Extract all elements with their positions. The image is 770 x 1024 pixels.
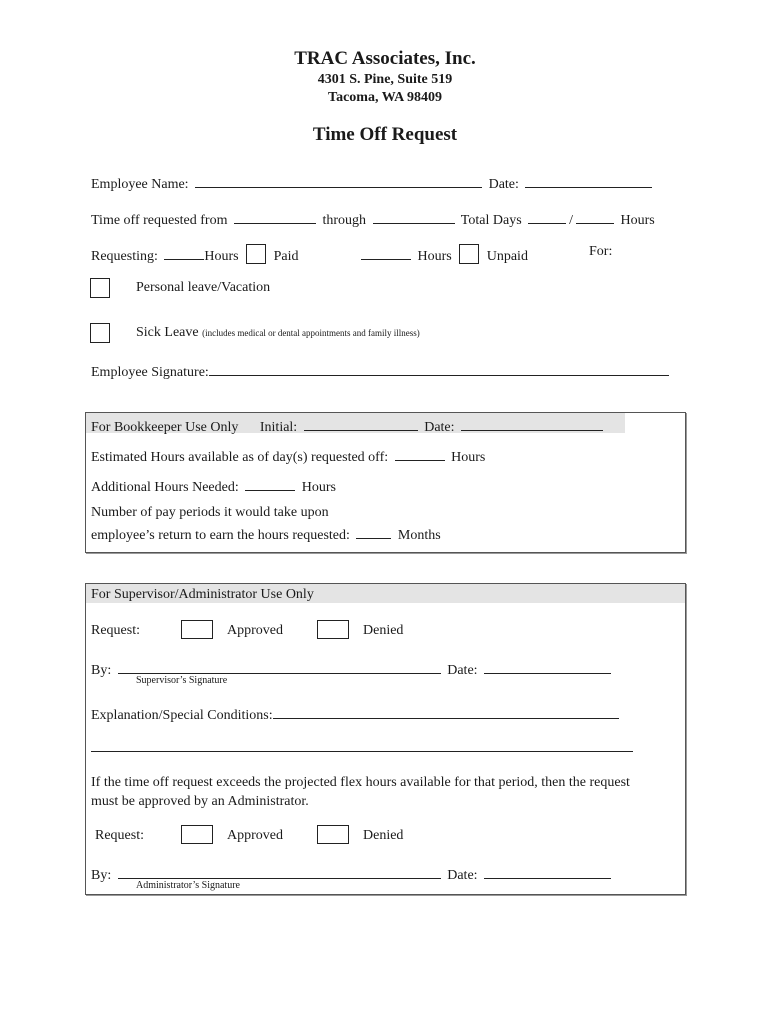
total-hours-label: Hours — [620, 213, 655, 228]
address-line-2: Tacoma, WA 98409 — [328, 90, 442, 105]
sick-leave-row — [136, 325, 420, 341]
employee-signature-field[interactable] — [209, 361, 669, 376]
estimated-hours-label: Estimated Hours available as of day(s) requested off: — [91, 450, 389, 465]
date-field[interactable] — [525, 173, 652, 188]
by-2-label: By: — [91, 868, 112, 883]
paid-checkbox[interactable] — [246, 244, 266, 264]
unpaid-checkbox[interactable] — [459, 244, 479, 264]
slash-separator: / — [569, 213, 574, 228]
estimated-hours-row — [91, 446, 485, 466]
bookkeeper-date-label: Date: — [424, 420, 455, 435]
supervisor-signature-field[interactable] — [118, 659, 441, 674]
pay-periods-field[interactable] — [356, 524, 391, 539]
requesting-label: Requesting: — [91, 249, 158, 264]
for-label: For: — [589, 244, 613, 259]
requesting-row — [91, 244, 299, 265]
bookkeeper-header — [91, 416, 606, 436]
total-days-field[interactable] — [528, 209, 566, 224]
estimated-hours-field[interactable] — [395, 446, 445, 461]
paid-hours-field[interactable] — [164, 245, 204, 260]
personal-leave-label: Personal leave/Vacation — [136, 280, 271, 295]
total-hours-field[interactable] — [576, 209, 614, 224]
form-title: Time Off Request — [312, 124, 458, 145]
explanation-field-1[interactable] — [273, 704, 619, 719]
sick-leave-checkbox[interactable] — [90, 323, 110, 343]
admin-signature-field[interactable] — [118, 864, 441, 879]
denied-checkbox[interactable] — [317, 620, 349, 639]
total-days-label: Total Days — [460, 213, 522, 228]
employee-signature-row — [91, 361, 672, 381]
initial-field[interactable] — [304, 416, 418, 431]
sick-leave-note: (includes medical or dental appointments and family illness) — [202, 328, 420, 338]
address-line-1: 4301 S. Pine, Suite 519 — [317, 72, 453, 87]
additional-hours-row — [91, 476, 336, 496]
explanation-label: Explanation/Special Conditions: — [91, 708, 273, 723]
unpaid-hours-field[interactable] — [361, 245, 411, 260]
initial-label: Initial: — [259, 420, 298, 435]
pay-periods-line-1: Number of pay periods it would take upon — [91, 505, 329, 520]
pay-periods-unit: Months — [397, 528, 441, 543]
request-2-label: Request: — [95, 828, 144, 843]
employee-name-field[interactable] — [195, 173, 482, 188]
by-label: By: — [91, 663, 112, 678]
unpaid-group — [361, 244, 528, 265]
approved-label: Approved — [227, 623, 283, 638]
supervisor-signature-caption: Supervisor’s Signature — [136, 675, 228, 686]
from-date-field[interactable] — [234, 209, 316, 224]
request-label: Request: — [91, 623, 140, 638]
admin-date-label: Date: — [447, 868, 478, 883]
denied-2-checkbox[interactable] — [317, 825, 349, 844]
approved-2-label: Approved — [227, 828, 283, 843]
through-label: through — [322, 213, 367, 228]
flex-note-line-2: must be approved by an Administrator. — [91, 794, 309, 809]
personal-leave-checkbox[interactable] — [90, 278, 110, 298]
pay-periods-line-2: employee’s return to earn the hours requested: — [91, 528, 350, 543]
explanation-field-2[interactable] — [91, 737, 633, 752]
admin-date-field[interactable] — [484, 864, 611, 879]
denied-2-label: Denied — [363, 828, 404, 843]
supervisor-date-field[interactable] — [484, 659, 611, 674]
flex-note-line-1: If the time off request exceeds the projected flex hours available for that period, then the request — [91, 775, 630, 790]
approved-2-checkbox[interactable] — [181, 825, 213, 844]
estimated-hours-unit: Hours — [451, 450, 486, 465]
unpaid-hours-label: Hours — [417, 249, 452, 264]
approved-checkbox[interactable] — [181, 620, 213, 639]
time-off-row — [91, 209, 655, 229]
through-date-field[interactable] — [373, 209, 455, 224]
supervisor-date-label: Date: — [447, 663, 478, 678]
explanation-row — [91, 704, 622, 724]
supervisor-panel — [85, 583, 686, 895]
supervisor-heading: For Supervisor/Administrator Use Only — [91, 587, 314, 602]
employee-name-label: Employee Name: — [91, 177, 189, 192]
employee-signature-label: Employee Signature: — [91, 365, 209, 380]
denied-label: Denied — [363, 623, 404, 638]
date-label: Date: — [488, 177, 519, 192]
additional-hours-unit: Hours — [301, 480, 336, 495]
company-name: TRAC Associates, Inc. — [294, 48, 476, 69]
additional-hours-field[interactable] — [245, 476, 295, 491]
paid-hours-label: Hours — [204, 249, 239, 264]
additional-hours-label: Additional Hours Needed: — [91, 480, 239, 495]
unpaid-label: Unpaid — [486, 249, 528, 264]
bookkeeper-heading: For Bookkeeper Use Only — [91, 420, 239, 435]
sick-leave-label: Sick Leave — [136, 325, 199, 340]
time-off-label: Time off requested from — [91, 213, 228, 228]
admin-signature-caption: Administrator’s Signature — [136, 880, 240, 891]
employee-name-row — [91, 173, 655, 193]
bookkeeper-date-field[interactable] — [461, 416, 603, 431]
bookkeeper-panel — [85, 412, 686, 553]
pay-periods-row — [91, 524, 441, 544]
paid-label: Paid — [273, 249, 299, 264]
